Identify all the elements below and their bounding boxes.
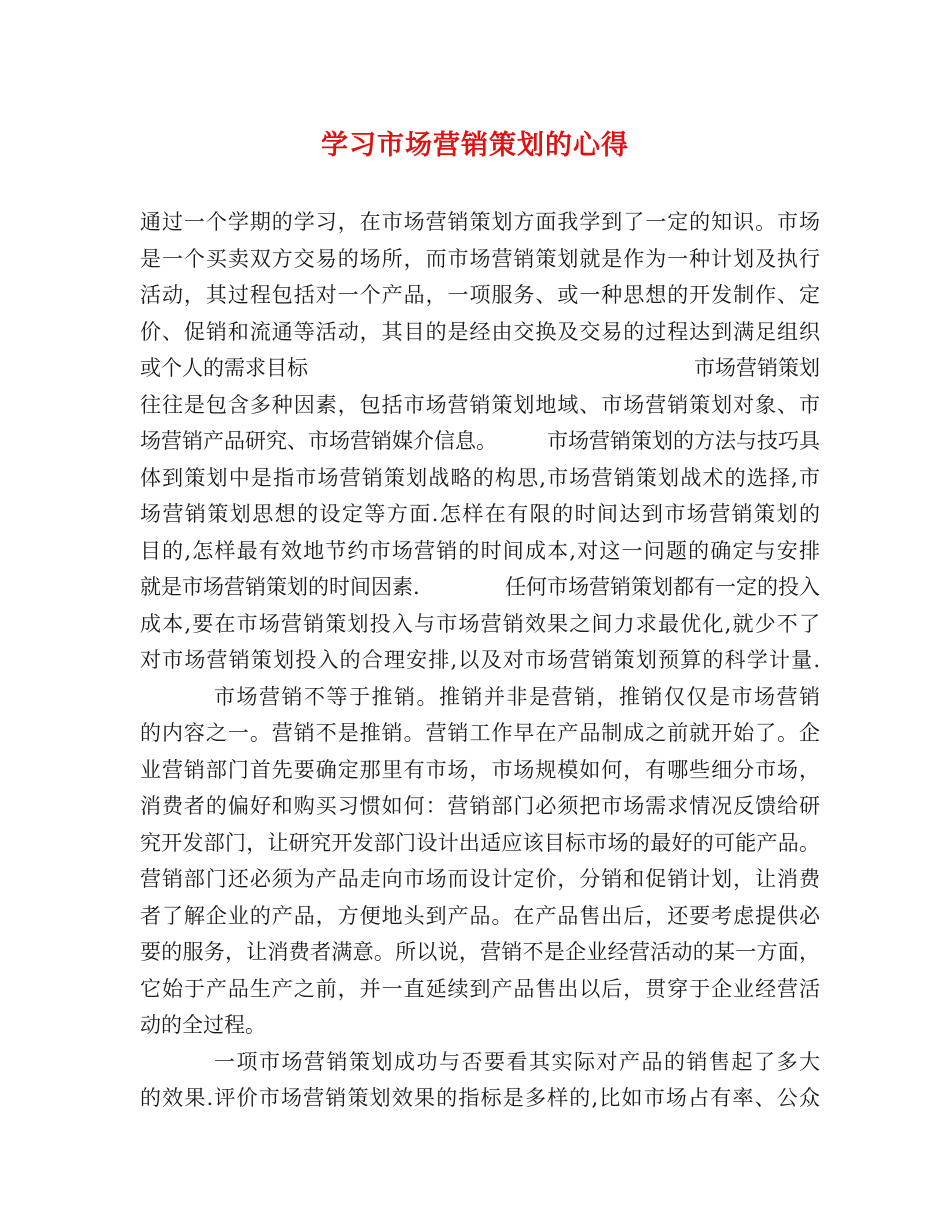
text-segment: 市场营销策划的方法与技巧具 [547, 429, 820, 453]
text-segment: 或个人的需求目标 [140, 356, 308, 380]
text-line: 场营销策划思想的设定等方面.怎样在有限的时间达到市场营销策划的 [140, 502, 820, 526]
text-line: 究开发部门，让研究开发部门设计出适应该目标市场的最好的可能产品。 [140, 830, 820, 855]
text-line: 体到策划中是指市场营销策划战略的构思,市场营销策划战术的选择,市 [140, 465, 820, 490]
paragraph-first-line: 市场营销不等于推销。推销并非是营销，推销仅仅是市场营销 [214, 684, 820, 709]
text-line: 目的,怎样最有效地节约市场营销的时间成本,对这一问题的确定与安排 [140, 538, 820, 563]
text-line [140, 569, 820, 606]
text-line: 动的全过程。 [140, 1013, 266, 1037]
document-title: 学习市场营销策划的心得 [321, 130, 629, 161]
text-line: 活动，其过程包括对一个产品，一项服务、或一种思想的开发制作、定 [140, 283, 820, 307]
text-line: 要的服务，让消费者满意。所以说，营销不是企业经营活动的某一方面， [140, 940, 820, 964]
text-line: 往往是包含多种因素，包括市场营销策划地域、市场营销策划对象、市 [140, 392, 820, 417]
text-line: 价、促销和流通等活动，其目的是经由交换及交易的过程达到满足组织 [140, 319, 820, 344]
text-line: 消费者的偏好和购买习惯如何：营销部门必须把市场需求情况反馈给研 [140, 794, 820, 818]
text-segment: 就是市场营销策划的时间因素. [140, 575, 420, 599]
text-line: 的效果.评价市场营销策划效果的指标是多样的,比如市场占有率、公众 [140, 1086, 820, 1110]
text-line: 通过一个学期的学习，在市场营销策划方面我学到了一定的知识。市场 [140, 210, 820, 234]
text-line: 的内容之一。营销不是推销。营销工作早在产品制成之前就开始了。企 [140, 721, 820, 745]
text-line: 成本,要在市场营销策划投入与市场营销效果之间力求最优化,就少不了 [140, 611, 820, 636]
paragraph-first-line: 一项市场营销策划成功与否要看其实际对产品的销售起了多大 [214, 1049, 820, 1074]
text-line [140, 350, 820, 387]
text-segment: 场营销产品研究、市场营销媒介信息。 [140, 429, 497, 453]
text-line: 它始于产品生产之前，并一直延续到产品售出以后，贯穿于企业经营活 [140, 976, 820, 1001]
text-line: 营销部门还必须为产品走向市场而设计定价，分销和促销计划，让消费 [140, 867, 820, 891]
text-line: 对市场营销策划投入的合理安排,以及对市场营销策划预算的科学计量. [140, 648, 820, 672]
text-line: 业营销部门首先要确定那里有市场，市场规模如何，有哪些细分市场， [140, 757, 820, 782]
text-line: 者了解企业的产品，方便地头到产品。在产品售出后，还要考虑提供必 [140, 903, 820, 928]
text-line [140, 423, 820, 460]
text-segment: 市场营销策划 [694, 356, 820, 380]
text-segment: 任何市场营销策划都有一定的投入 [505, 575, 820, 599]
text-line: 是一个买卖双方交易的场所，而市场营销策划就是作为一种计划及执行 [140, 246, 820, 271]
document-body [140, 204, 820, 1117]
